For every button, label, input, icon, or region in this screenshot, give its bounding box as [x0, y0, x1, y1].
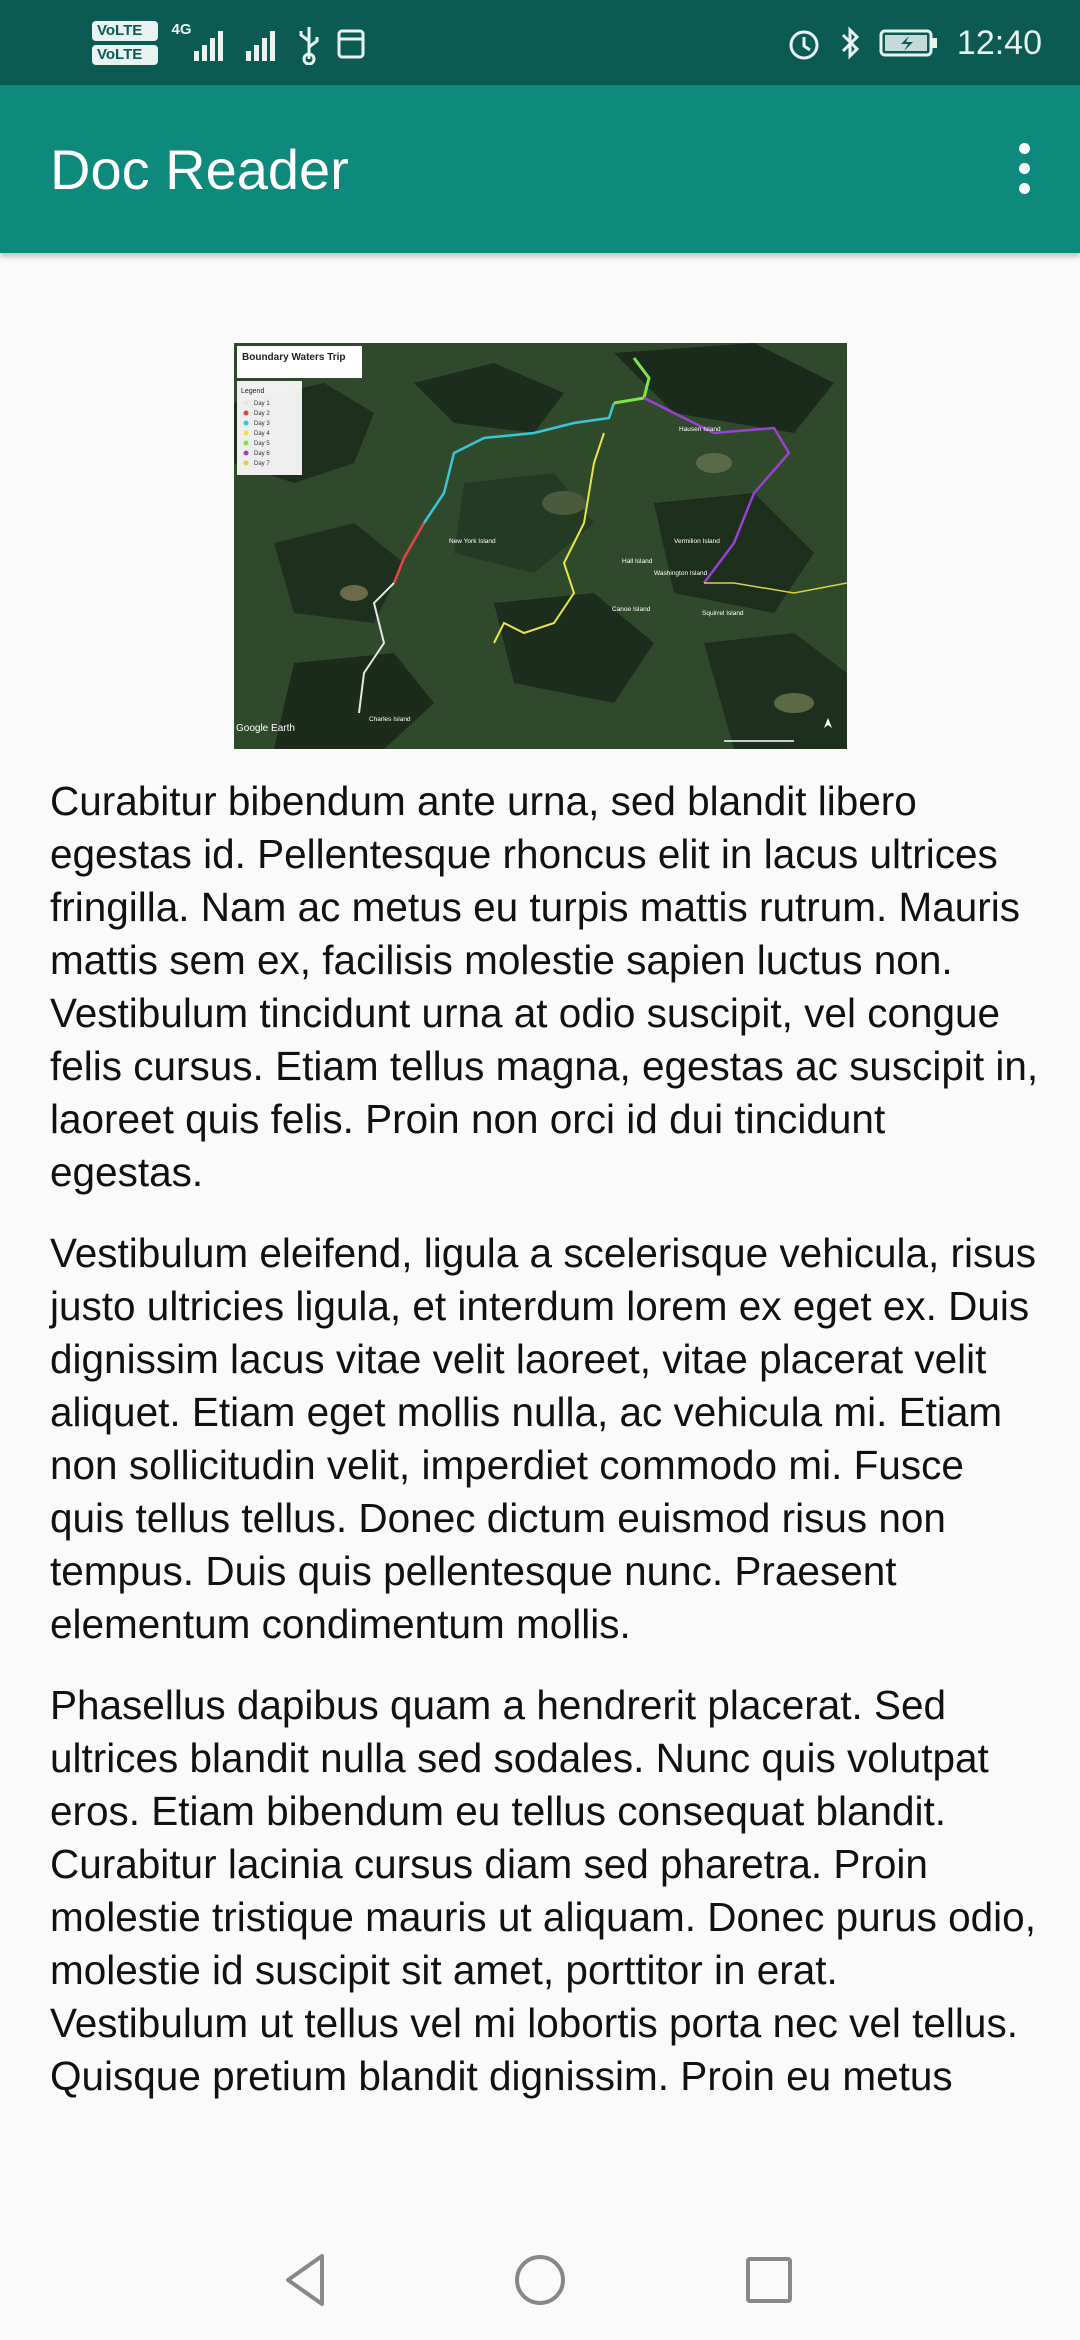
status-left [92, 14, 366, 72]
map-label: Canoe Island [612, 606, 651, 613]
legend-item: Day 4 [254, 431, 270, 437]
map-label: New York Island [449, 538, 496, 545]
legend-item: Day 3 [254, 421, 270, 427]
volte-badge-1: VoLTE 1 [92, 21, 158, 41]
map-label: Hausen Island [679, 426, 721, 433]
legend-item: Day 2 [254, 411, 270, 417]
signal-icon [242, 21, 282, 65]
status-right [787, 14, 1042, 72]
battery-charging-icon [879, 25, 939, 61]
legend-title: Legend [241, 388, 265, 395]
document-image [234, 343, 847, 749]
clock: 12:40 [956, 23, 1042, 62]
legend-item: Day 5 [254, 441, 270, 447]
map-label: Vermilion Island [674, 538, 720, 545]
paragraph-2: Vestibulum eleifend, ligula a scelerisque vehicula, risus justo ultricies ligula, et interdum lorem ex eget ex. Duis dignissim lacus vitae velit laoreet, vitae placerat velit aliquet. Etiam eget mollis nulla, ac vehicula mi. Etiam non sollicitudin velit, imperdiet commodo mi. Fusce quis tellus tellus. Donec dictum euismod risus non tempus. Duis quis pellentesque nunc. Praesent elementum condimentum mollis. [50, 1230, 1037, 1647]
document-body [50, 775, 1040, 2131]
alarm-icon [787, 23, 821, 63]
signal-4g-icon [172, 21, 228, 65]
navigation-bar [0, 2220, 1080, 2340]
status-bar [0, 0, 1080, 85]
volte-badge-2: VoLTE 2 [92, 45, 158, 65]
volte-indicators [92, 21, 158, 65]
network-type-label: 4G [171, 21, 192, 38]
recents-icon[interactable] [733, 2244, 805, 2316]
usb-icon [296, 21, 322, 65]
map-title: Boundary Waters Trip [242, 352, 346, 363]
map-label: Washington Island [654, 570, 708, 577]
bluetooth-icon [839, 23, 861, 63]
paragraph-3: Phasellus dapibus quam a hendrerit placerat. Sed ultrices blandit nulla sed sodales. Nunc quis volutpat eros. Etiam bibendum eu tellus consequat blandit. Curabitur lacinia cursus diam sed pharetra. Proin molestie tristique mauris ut aliquam. Donec purus odio, molestie id suscipit sit amet, porttitor in erat. Vestibulum ut tellus vel mi lobortis porta nec vel tellus. Quisque pretium blandit dignissim. Proin eu metus [50, 1682, 1036, 2099]
legend-item: Day 6 [254, 451, 270, 457]
home-icon[interactable] [504, 2244, 576, 2316]
legend-item: Day 7 [254, 461, 270, 467]
app-title: Doc Reader [50, 138, 349, 201]
app-bar [0, 85, 1080, 253]
back-icon[interactable] [270, 2244, 342, 2316]
more-vert-icon [1019, 143, 1030, 154]
paragraph-1: Curabitur bibendum ante urna, sed blandit libero egestas id. Pellentesque rhoncus elit in lacus ultrices fringilla. Nam ac metus eu turpis mattis rutrum. Mauris mattis sem ex, facilisis molestie sapien luctus non. Vestibulum tincidunt urna at odio suscipit, vel congue felis cursus. Etiam tellus magna, egestas ac suscipit in, laoreet quis felis. Proin non orci id dui tincidunt egestas. [50, 778, 1039, 1195]
overflow-menu-button[interactable] [988, 132, 1060, 204]
legend-item: Day 1 [254, 401, 270, 407]
sd-card-icon [336, 21, 366, 65]
google-earth-watermark: Google Earth [236, 723, 295, 734]
map-label: Hall Island [622, 558, 653, 565]
map-label: Charles Island [369, 716, 411, 723]
map-label: Squirrel Island [702, 610, 744, 617]
